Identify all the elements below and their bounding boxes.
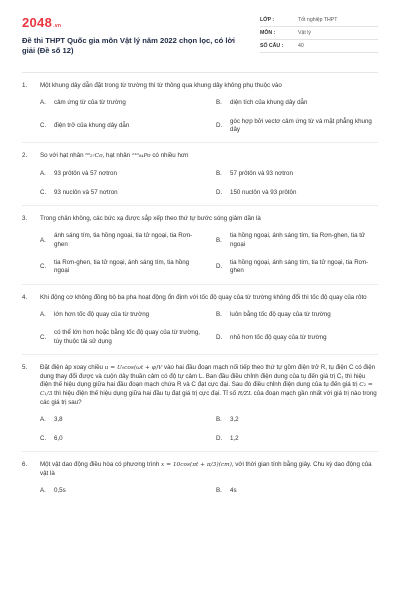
answer-option-d[interactable] xyxy=(216,435,378,443)
text-part: Đặt điện áp xoay chiều xyxy=(40,364,105,372)
formula: C₂ = C₁/3 xyxy=(40,382,373,398)
option-letter: C. xyxy=(40,188,47,196)
formula: ²¹⁰₈₄Po xyxy=(131,153,151,160)
answer-option-c[interactable] xyxy=(40,118,202,135)
question-2 xyxy=(22,142,378,197)
formula: R/ZL xyxy=(237,391,252,398)
meta-value: 40 xyxy=(298,43,304,50)
option-letter: D. xyxy=(216,333,223,341)
meta-key: LỚP : xyxy=(260,17,275,24)
option-text: 57 prôtôn và 93 nơtron xyxy=(230,170,293,178)
text-part: So với hạt nhân xyxy=(40,152,86,160)
formula: x = 10cos(πt + π/3)(cm) xyxy=(161,462,232,469)
logo-main: 2048 xyxy=(22,15,53,30)
header-left xyxy=(22,14,242,70)
option-text: 1,2 xyxy=(230,434,239,442)
site-logo[interactable] xyxy=(22,14,242,32)
question-text xyxy=(40,152,378,161)
option-letter: B. xyxy=(216,236,222,244)
question-number: 5. xyxy=(22,364,28,372)
option-letter: D. xyxy=(216,121,223,129)
text-part: Một vật dao động điều hòa có phương trình xyxy=(40,461,162,469)
option-text: 150 nuclôn và 93 prôtôn xyxy=(230,188,297,196)
document-header xyxy=(22,0,378,70)
option-letter: B. xyxy=(216,311,222,319)
answer-option-b[interactable] xyxy=(216,170,378,178)
question-text: Một khung dây dẫn đặt trong từ trường thì từ thông qua khung dây không phụ thuộc vào xyxy=(40,82,282,89)
meta-panel xyxy=(260,16,378,70)
question-5 xyxy=(22,354,378,443)
text-part: , với thời gian tính bằng giây. Chu kỳ dao động của vật là xyxy=(40,461,372,477)
option-letter: D. xyxy=(216,188,223,196)
meta-key: SỐ CÂU : xyxy=(260,43,284,50)
option-text: 3,8 xyxy=(54,416,63,424)
document-title: Đề thi THPT Quốc gia môn Vật lý năm 2022 chọn lọc, có lời giải (Đề số 12) xyxy=(22,35,236,55)
option-letter: D. xyxy=(216,434,223,442)
option-text: 3,2 xyxy=(230,416,239,424)
text-part: thì hiệu điện thế hiệu dụng giữa hai đầu tụ đạt giá trị cực đại. Tỉ số xyxy=(52,390,238,398)
answer-options xyxy=(22,99,378,134)
answer-options xyxy=(22,311,378,346)
option-letter: B. xyxy=(216,170,222,178)
answer-option-a[interactable] xyxy=(40,99,202,107)
option-text: 0,5s xyxy=(54,487,66,495)
answer-option-b[interactable] xyxy=(216,311,378,319)
question-3 xyxy=(22,205,378,276)
text-part: của đoạn mạch gần nhất với giá trị nào trong các giá trị sau? xyxy=(40,390,377,406)
question-text xyxy=(40,364,378,407)
answer-option-c[interactable] xyxy=(40,435,202,443)
question-number: 3. xyxy=(22,214,28,222)
option-text: góc hợp bởi vectơ cảm ứng từ và mặt phẳng khung dây xyxy=(230,117,372,134)
option-text: luôn bằng tốc độ quay của từ trường xyxy=(230,311,331,319)
answer-option-d[interactable] xyxy=(216,189,378,197)
option-letter: C. xyxy=(40,434,47,442)
option-text: điện trở của khung dây dẫn xyxy=(54,121,130,129)
option-text: lớn hơn tốc độ quay của từ trường xyxy=(54,311,150,319)
meta-row-subject xyxy=(260,29,378,40)
meta-value: Vật lý xyxy=(298,30,311,37)
option-text: tia hồng ngoại, ánh sáng tím, tia tử ngoại, tia Rơn-ghen xyxy=(230,259,369,275)
question-number: 6. xyxy=(22,461,28,469)
option-text: 93 nuclôn và 57 nơtron xyxy=(54,188,118,196)
answer-option-a[interactable] xyxy=(40,170,202,178)
answer-option-c[interactable] xyxy=(40,329,202,346)
answer-options xyxy=(22,416,378,443)
option-letter: A. xyxy=(40,236,46,244)
option-letter: A. xyxy=(40,311,46,319)
answer-option-a[interactable] xyxy=(40,311,202,319)
question-text xyxy=(40,461,378,478)
option-letter: B. xyxy=(216,416,222,424)
option-text: nhỏ hơn tốc độ quay của từ trường xyxy=(230,333,327,341)
formula: u = U₀cos(ωt + φ)V xyxy=(104,365,163,372)
answer-option-a[interactable] xyxy=(40,232,202,249)
option-letter: A. xyxy=(40,416,46,424)
question-6 xyxy=(22,451,378,496)
question-text: Khi động cơ không đồng bộ ba pha hoạt động ổn định với tốc độ quay của từ trường không đổi thì tốc độ quay của rôto xyxy=(40,293,367,301)
answer-options xyxy=(22,170,378,197)
question-number: 4. xyxy=(22,293,28,301)
answer-option-d[interactable] xyxy=(216,259,378,276)
question-text: Trong chân không, các bức xạ được sắp xếp theo thứ tự bước sóng giảm dần là xyxy=(40,214,261,222)
option-letter: C. xyxy=(40,263,47,271)
answer-options xyxy=(22,232,378,275)
option-text: 4s xyxy=(230,487,237,495)
answer-option-b[interactable] xyxy=(216,232,378,249)
answer-options xyxy=(22,487,378,495)
option-letter: A. xyxy=(40,487,46,495)
meta-value: Tốt nghiệp THPT xyxy=(298,17,338,24)
option-letter: B. xyxy=(216,99,222,107)
option-text: tia hồng ngoại, ánh sáng tím, tia Rơn-ghen, tia tử ngoại xyxy=(230,232,366,248)
meta-row-class xyxy=(260,16,378,27)
answer-option-d[interactable] xyxy=(216,329,378,346)
meta-key: MÔN : xyxy=(260,30,276,37)
text-part: có nhiều hơn xyxy=(150,152,189,160)
option-letter: C. xyxy=(40,121,47,129)
text-part: , hạt nhân xyxy=(102,152,132,160)
answer-option-b[interactable] xyxy=(216,416,378,424)
answer-option-d[interactable] xyxy=(216,118,378,135)
question-number: 1. xyxy=(22,82,28,89)
option-letter: D. xyxy=(216,263,223,271)
answer-option-a[interactable] xyxy=(40,416,202,424)
question-1 xyxy=(22,73,378,134)
question-4 xyxy=(22,284,378,346)
text-part: vào hai đầu đoạn mạch nối tiếp theo thứ tự gồm điện trở R, tụ điện C có điện dung thay đổi được và cuộn dây thuần cảm có độ tự cảm L. Ban đầu điều chỉnh điện dung của tụ đến giá trị C₁ thì hiệu điện thế hiệu dụng giữa hai đầu đoạn mạch chứa R và C đạt cực đại. Sau đó điều chỉnh điện dung của tụ đến giá trị xyxy=(40,364,376,389)
answer-option-b[interactable] xyxy=(216,99,378,107)
option-text: cảm ứng từ của từ trường xyxy=(54,99,126,107)
formula: ⁶⁰₂₇Co xyxy=(85,153,103,160)
option-letter: A. xyxy=(40,99,46,107)
option-text: có thể lớn hơn hoặc bằng tốc độ quay của từ trường, tùy thuộc tải sử dụng xyxy=(54,329,201,345)
logo-suffix: .vn xyxy=(53,23,62,29)
option-letter: C. xyxy=(40,333,47,341)
option-text: ánh sáng tím, tia hồng ngoại, tia tử ngoại, tia Rơn-ghen xyxy=(54,232,193,248)
option-text: tia Rơn-ghen, tia tử ngoại, ánh sáng tím, tia hồng ngoại xyxy=(54,259,190,275)
option-letter: A. xyxy=(40,170,46,178)
option-text: 6,0 xyxy=(54,434,63,442)
answer-option-c[interactable] xyxy=(40,189,202,197)
answer-option-b[interactable] xyxy=(216,487,378,495)
question-number: 2. xyxy=(22,152,28,160)
answer-option-a[interactable] xyxy=(40,487,202,495)
option-letter: B. xyxy=(216,487,222,495)
answer-option-c[interactable] xyxy=(40,259,202,276)
option-text: diện tích của khung dây dẫn xyxy=(230,99,308,107)
meta-row-count xyxy=(260,42,378,53)
option-text: 93 prôtôn và 57 nơtron xyxy=(54,170,117,178)
